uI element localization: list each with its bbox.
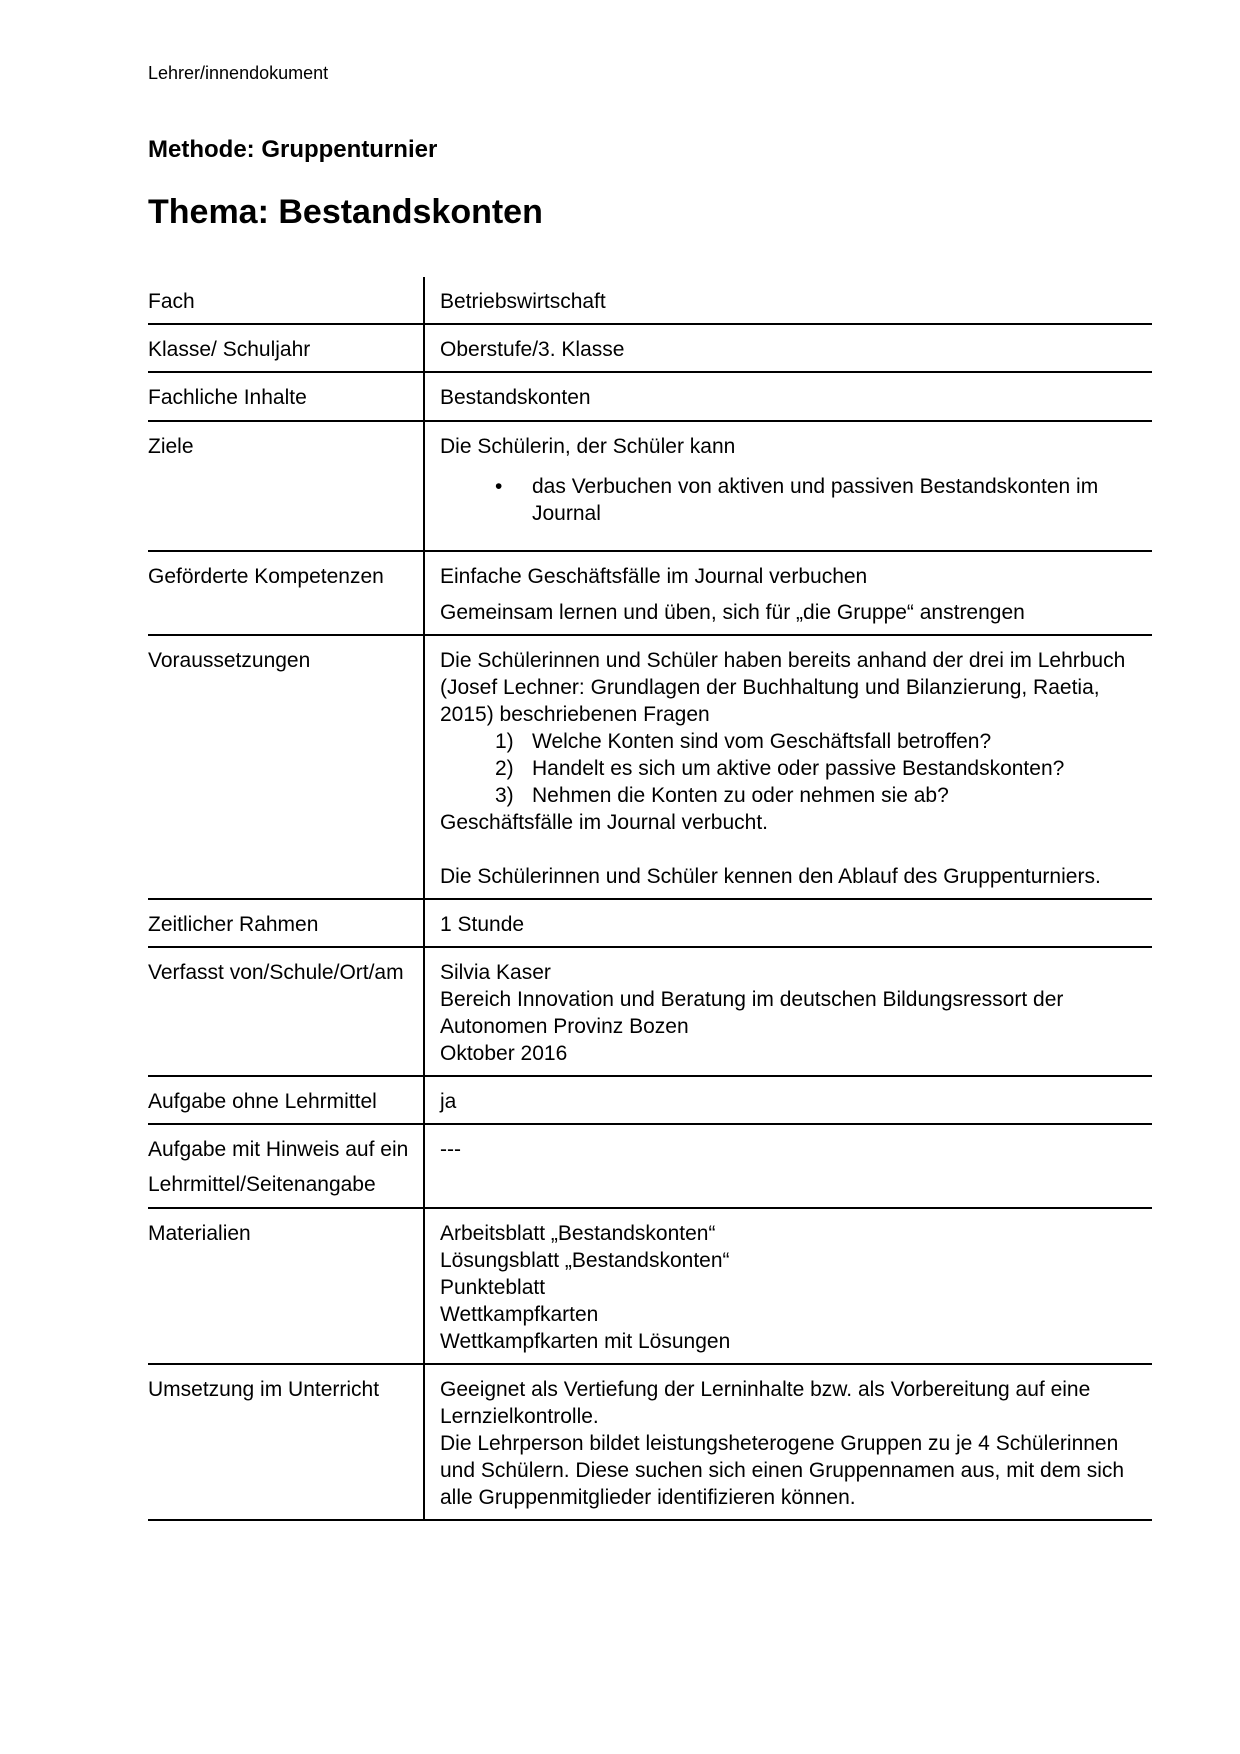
- klasse-label: Klasse/ Schuljahr: [148, 325, 425, 371]
- ziele-intro: Die Schülerin, der Schüler kann: [440, 435, 736, 458]
- kompetenzen-paragraph: Einfache Geschäftsfälle im Journal verbuchen: [440, 565, 868, 588]
- voraussetzungen-note: Die Schülerinnen und Schüler kennen den Ablauf des Gruppenturniers.: [440, 865, 1101, 888]
- info-table: [148, 277, 1152, 1521]
- numbered-item-text: Nehmen die Konten zu oder nehmen sie ab?: [532, 784, 949, 807]
- ziele-value: [425, 422, 1152, 550]
- verfasst-value: [425, 948, 1152, 1075]
- fach-label: Fach: [148, 277, 425, 323]
- table-row-verfasst-von: [148, 948, 1152, 1077]
- list-number-1: 1): [495, 730, 514, 753]
- ziele-bullet-text: das Verbuchen von aktiven und passiven Bestandskonten im Journal: [532, 475, 1099, 525]
- material-item: Wettkampfkarten: [440, 1303, 599, 1326]
- kompetenzen-value: [425, 552, 1152, 634]
- voraussetzungen-label: Voraussetzungen: [148, 636, 425, 898]
- material-item: Wettkampfkarten mit Lösungen: [440, 1330, 731, 1353]
- aufgabe-ohne-label: Aufgabe ohne Lehrmittel: [148, 1077, 425, 1123]
- material-item: Arbeitsblatt „Bestandskonten“: [440, 1222, 716, 1245]
- table-row-materialien: [148, 1209, 1152, 1365]
- aufgabe-ohne-value: ja: [440, 1090, 457, 1113]
- table-row-zeitlicher-rahmen: [148, 900, 1152, 948]
- voraussetzungen-value: [425, 636, 1152, 898]
- numbered-item-text: Welche Konten sind vom Geschäftsfall betroffen?: [532, 730, 992, 753]
- umsetzung-paragraph: Die Lehrperson bildet leistungsheterogene Gruppen zu je 4 Schülerinnen und Schülern. Diese suchen sich einen Gruppennamen aus, mit dem sich alle Gruppenmitglieder identifizieren können.: [440, 1432, 1125, 1509]
- umsetzung-value: [425, 1365, 1152, 1519]
- table-row-gefoerderte-kompetenzen: [148, 552, 1152, 636]
- material-item: Punkteblatt: [440, 1276, 546, 1299]
- fach-value: Betriebswirtschaft: [440, 290, 606, 313]
- page-title: Thema: Bestandskonten: [148, 193, 543, 231]
- inhalte-value: Bestandskonten: [440, 386, 591, 409]
- voraussetzungen-numbered-item: [440, 755, 1140, 782]
- verfasst-label: Verfasst von/Schule/Ort/am: [148, 948, 425, 1075]
- method-title: Methode: Gruppenturnier: [148, 136, 438, 163]
- table-row-aufgabe-mit-hinweis: [148, 1125, 1152, 1209]
- aufgabe-mit-label-line: Lehrmittel/Seitenangabe: [148, 1173, 376, 1196]
- doc-type-label: Lehrer/innendokument: [148, 63, 329, 83]
- list-number-3: 3): [495, 784, 514, 807]
- material-item: Lösungsblatt „Bestandskonten“: [440, 1249, 730, 1272]
- voraussetzungen-numbered-item: [440, 782, 1140, 809]
- table-row-aufgabe-ohne-lehrmittel: [148, 1077, 1152, 1125]
- table-row-ziele: [148, 422, 1152, 552]
- numbered-item-text: Handelt es sich um aktive oder passive Bestandskonten?: [532, 757, 1065, 780]
- verfasst-line: Oktober 2016: [440, 1042, 568, 1065]
- rahmen-label: Zeitlicher Rahmen: [148, 900, 425, 946]
- rahmen-value: 1 Stunde: [440, 913, 525, 936]
- verfasst-line: Bereich Innovation und Beratung im deutschen Bildungsressort der Autonomen Provinz Bozen: [440, 988, 1064, 1038]
- materialien-label: Materialien: [148, 1209, 425, 1363]
- kompetenzen-paragraph: Gemeinsam lernen und üben, sich für „die Gruppe“ anstrengen: [440, 601, 1025, 624]
- table-row-fachliche-inhalte: [148, 373, 1152, 422]
- table-row-klasse-schuljahr: [148, 325, 1152, 373]
- bullet-icon: •: [495, 475, 503, 498]
- voraussetzungen-numbered-item: [440, 728, 1140, 755]
- verfasst-line: Silvia Kaser: [440, 961, 551, 984]
- materialien-value: [425, 1209, 1152, 1363]
- ziele-label: Ziele: [148, 422, 425, 550]
- umsetzung-label: Umsetzung im Unterricht: [148, 1365, 425, 1519]
- aufgabe-mit-label: [148, 1125, 425, 1207]
- kompetenzen-label: Geförderte Kompetenzen: [148, 552, 425, 634]
- umsetzung-paragraph: Geeignet als Vertiefung der Lerninhalte bzw. als Vorbereitung auf eine Lernzielkontrolle.: [440, 1378, 1091, 1428]
- table-row-voraussetzungen: [148, 636, 1152, 900]
- voraussetzungen-outro: Geschäftsfälle im Journal verbucht.: [440, 811, 768, 834]
- aufgabe-mit-value: ---: [440, 1138, 461, 1161]
- inhalte-label: Fachliche Inhalte: [148, 373, 425, 420]
- table-row-umsetzung-im-unterricht: [148, 1365, 1152, 1521]
- klasse-value: Oberstufe/3. Klasse: [440, 338, 625, 361]
- ziele-bullet-item: [440, 473, 1140, 527]
- aufgabe-mit-label-line: Aufgabe mit Hinweis auf ein: [148, 1138, 409, 1161]
- list-number-2: 2): [495, 757, 514, 780]
- blank-line: [440, 836, 1140, 863]
- table-row-fach: [148, 277, 1152, 325]
- voraussetzungen-intro: Die Schülerinnen und Schüler haben bereits anhand der drei im Lehrbuch (Josef Lechner: Grundlagen der Buchhaltung und Bilanzierung, Raetia, 2015) beschriebenen Fragen: [440, 649, 1126, 726]
